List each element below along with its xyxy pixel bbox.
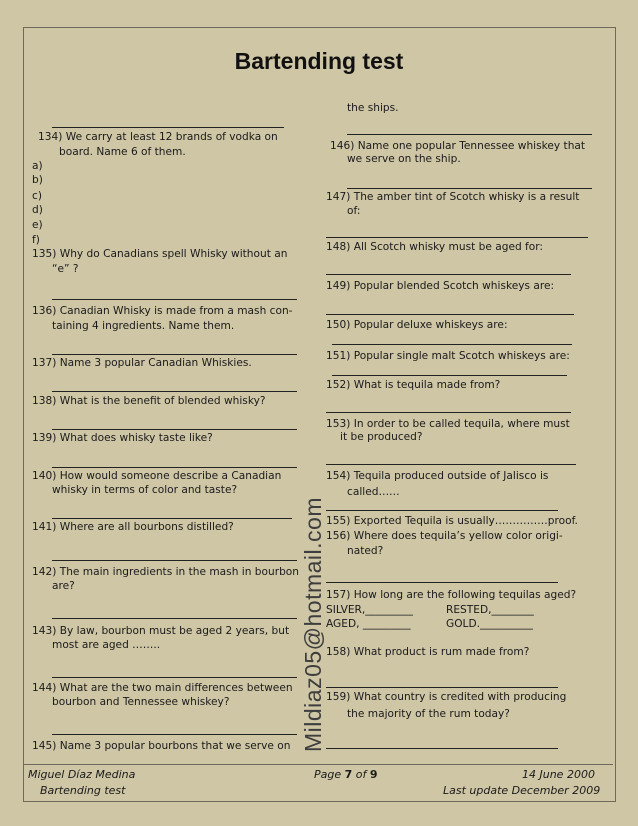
question-156: 156) Where does tequila’s yellow color origi- [326,530,563,542]
footer-divider [24,764,613,765]
silver-answer: SILVER,_________ [326,604,413,616]
question-135: 135) Why do Canadians spell Whisky without an [32,248,288,260]
answer-line [52,677,297,678]
footer-page: Page 7 of 9 [314,768,378,781]
answer-line [347,188,592,189]
answer-line [326,748,558,749]
question-144: 144) What are the two main differences between [32,682,293,694]
question-148: 148) All Scotch whisky must be aged for: [326,241,544,253]
answer-line [52,467,297,468]
question-142-cont: are? [52,580,75,592]
answer-line [52,560,297,561]
footer-subject: Bartending test [40,784,126,797]
question-159-cont: the majority of the rum today? [347,708,510,720]
question-147: 147) The amber tint of Scotch whisky is a result [326,191,580,203]
question-139: 139) What does whisky taste like? [32,432,213,444]
question-149: 149) Popular blended Scotch whiskeys are: [326,280,555,292]
question-141: 141) Where are all bourbons distilled? [32,521,234,533]
option-b: b) [32,174,43,186]
question-153: 153) In order to be called tequila, where must [326,418,570,430]
question-136-cont: taining 4 ingredients. Name them. [52,320,235,332]
answer-line [52,299,297,300]
aged-answer: AGED, _________ [326,618,411,630]
question-155: 155) Exported Tequila is usually……………proof. [326,515,578,527]
gold-answer: GOLD.__________ [446,618,533,630]
question-151: 151) Popular single malt Scotch whiskeys are: [326,350,570,362]
question-159: 159) What country is credited with producing [326,691,567,703]
footer-last-update: Last update December 2009 [443,784,601,797]
answer-line [52,391,297,392]
question-140: 140) How would someone describe a Canadian [32,470,282,482]
answer-line [52,618,297,619]
answer-line [326,314,574,315]
question-135-cont: “e” ? [52,263,79,275]
answer-line [326,464,576,465]
question-144-cont: bourbon and Tennessee whiskey? [52,696,230,708]
question-138: 138) What is the benefit of blended whisky? [32,395,266,407]
question-136: 136) Canadian Whisky is made from a mash con- [32,305,293,317]
option-e: e) [32,219,43,231]
question-146: 146) Name one popular Tennessee whiskey that [330,140,586,152]
question-137: 137) Name 3 popular Canadian Whiskies. [32,357,252,369]
question-154: 154) Tequila produced outside of Jalisco is [326,470,549,482]
question-134: 134) We carry at least 12 brands of vodka on [38,131,278,143]
answer-line [347,134,592,135]
answer-line [52,734,297,735]
question-152: 152) What is tequila made from? [326,379,501,391]
answer-line [332,375,567,376]
question-150: 150) Popular deluxe whiskeys are: [326,319,508,331]
option-a: a) [32,160,43,172]
answer-line [326,274,571,275]
answer-line [52,429,297,430]
question-143-cont: most are aged …….. [52,639,161,651]
question-145-cont: the ships. [347,102,399,114]
rested-answer: RESTED,________ [446,604,534,616]
question-146-cont: we serve on the ship. [347,153,461,165]
question-147-cont: of: [347,205,361,217]
question-134-cont: board. Name 6 of them. [59,146,186,158]
answer-line [332,344,572,345]
question-156-cont: nated? [347,545,384,557]
footer-author: Miguel Díaz Medina [28,768,136,781]
question-153-cont: it be produced? [340,431,423,443]
question-158: 158) What product is rum made from? [326,646,530,658]
answer-line [326,237,588,238]
answer-line [52,127,284,128]
page-title: Bartending test [234,48,404,74]
answer-line [326,412,571,413]
question-140-cont: whisky in terms of color and taste? [52,484,238,496]
answer-line [326,582,558,583]
answer-line [326,687,558,688]
answer-line [326,510,558,511]
answer-line [52,354,297,355]
answer-line [52,518,292,519]
option-d: d) [32,204,43,216]
question-145: 145) Name 3 popular bourbons that we serve on [32,740,291,752]
question-157: 157) How long are the following tequilas aged? [326,589,577,601]
footer-date: 14 June 2000 [522,768,595,781]
option-c: c) [32,190,42,202]
question-154-cont: called…… [347,486,400,498]
option-f: f) [32,234,40,246]
question-143: 143) By law, bourbon must be aged 2 years, but [32,625,290,637]
question-142: 142) The main ingredients in the mash in bourbon [32,566,300,578]
email-watermark: Mildiaz05@hotmail.com [300,497,326,752]
